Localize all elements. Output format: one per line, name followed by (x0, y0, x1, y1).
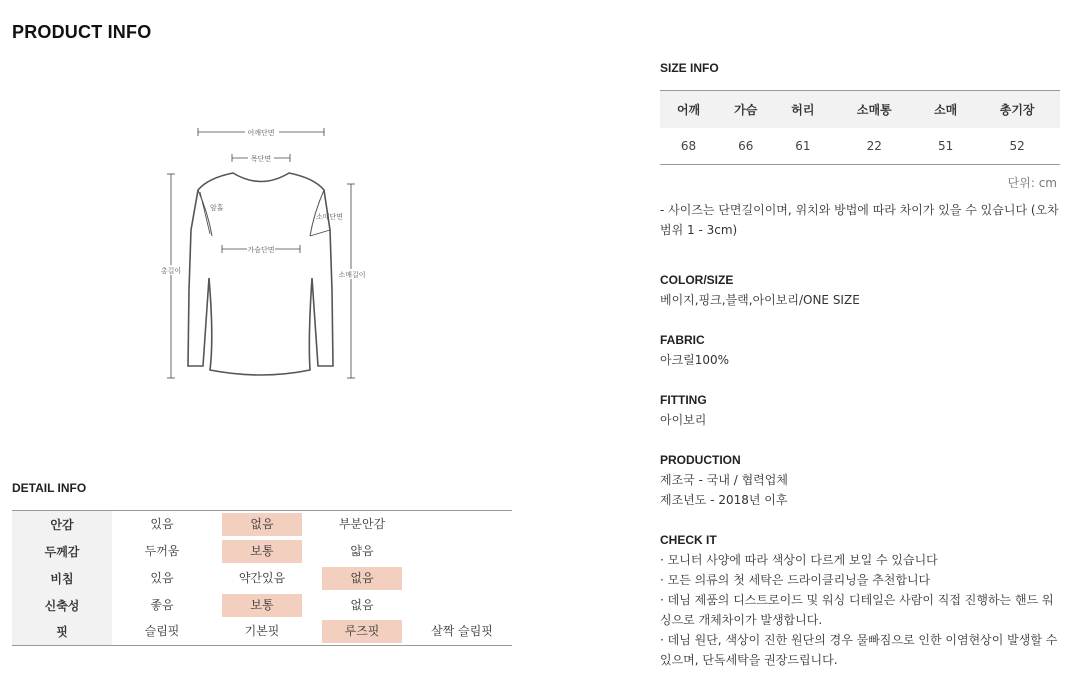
production-year: 제조년도 - 2018년 이후 (660, 493, 788, 507)
detail-option-cell (212, 619, 312, 646)
detail-row-label: 두께감 (12, 538, 112, 565)
size-value-cell: 66 (738, 138, 754, 153)
detail-option: 있음 (150, 516, 174, 531)
detail-option: 살짝 슬림핏 (431, 624, 493, 639)
size-value-cell: 61 (795, 138, 811, 153)
color-size-section (660, 270, 1060, 310)
detail-info-table (12, 510, 512, 646)
size-note: - 사이즈는 단면길이이며, 위치와 방법에 따라 차이가 있을 수 있습니다 (오차범위 1 - 3cm) (660, 203, 1059, 237)
detail-option: 약간있음 (238, 570, 286, 585)
detail-row-label: 안감 (12, 511, 112, 538)
detail-option (422, 511, 502, 534)
production-section (660, 450, 1060, 510)
detail-row-label: 핏 (12, 619, 112, 646)
detail-option (422, 565, 502, 588)
size-header-cell: 가슴 (717, 91, 774, 128)
detail-option: 기본핏 (244, 624, 280, 639)
neck-label: 목단면 (250, 155, 272, 163)
detail-option-cell (412, 511, 512, 538)
size-header-cell: 허리 (774, 91, 831, 128)
detail-option-cell (212, 538, 312, 565)
size-header-cell: 총기장 (974, 91, 1060, 128)
detail-option: 두꺼움 (144, 543, 180, 558)
fabric-text: 아크릴100% (660, 353, 730, 367)
color-size-title: COLOR/SIZE (660, 273, 734, 287)
fitting-section (660, 390, 1060, 430)
size-header-cell: 소매통 (831, 91, 917, 128)
sleeve-width-label: 소매단면 (316, 213, 344, 221)
detail-option-cell (212, 511, 312, 538)
detail-option-cell (212, 565, 312, 592)
detail-option-selected: 루즈핏 (322, 620, 402, 643)
fitting-title: FITTING (660, 393, 707, 407)
detail-option-cell (412, 538, 512, 565)
production-title: PRODUCTION (660, 453, 741, 467)
length-label: 총길이 (160, 267, 182, 275)
garment-diagram-svg (150, 118, 380, 393)
detail-option-selected: 보통 (222, 540, 302, 563)
production-origin: 제조국 - 국내 / 협력업체 (660, 473, 788, 487)
size-header-cell: 소매 (917, 91, 974, 128)
detail-option-cell (112, 538, 212, 565)
detail-row (12, 538, 512, 565)
detail-option-selected: 보통 (222, 594, 302, 617)
sleeve-length-label: 소매길이 (338, 271, 366, 279)
size-value-cell: 68 (680, 138, 697, 153)
check-it-line: · 모든 의류의 첫 세탁은 드라이클리닝을 추천합니다 (660, 573, 931, 587)
detail-row (12, 619, 512, 646)
detail-option (422, 538, 502, 561)
detail-row-label: 비침 (12, 565, 112, 592)
detail-option: 얇음 (350, 543, 374, 558)
detail-option-cell (312, 619, 412, 646)
check-it-section (660, 530, 1060, 670)
page-title: PRODUCT INFO (12, 22, 152, 42)
armhole-label: 암홀 (210, 204, 224, 212)
size-value-cell: 22 (866, 138, 882, 153)
size-value-cell: 51 (938, 138, 954, 153)
detail-option-selected: 없음 (222, 513, 302, 536)
size-unit: 단위: cm (1007, 176, 1057, 190)
size-header-cell: 어깨 (660, 91, 717, 128)
detail-option (422, 592, 502, 615)
detail-option-selected: 없음 (322, 567, 402, 590)
detail-option: 있음 (150, 570, 174, 585)
detail-option-cell (312, 565, 412, 592)
fitting-text: 아이보리 (660, 413, 707, 427)
detail-row (12, 511, 512, 538)
detail-option-cell (112, 511, 212, 538)
detail-option-cell (112, 619, 212, 646)
detail-row (12, 565, 512, 592)
color-size-text: 베이지,핑크,블랙,아이보리/ONE SIZE (660, 293, 860, 307)
check-it-line: · 데님 제품의 디스트로이드 및 워싱 디테일은 사람이 직접 진행하는 핸드 워싱으로 개체차이가 발생합니다. (660, 593, 1054, 627)
fabric-section (660, 330, 1060, 370)
size-info-title: SIZE INFO (660, 61, 719, 75)
detail-option-cell (412, 592, 512, 619)
detail-option-cell (312, 592, 412, 619)
detail-option-cell (312, 511, 412, 538)
detail-option-cell (312, 538, 412, 565)
detail-option: 슬림핏 (144, 624, 180, 639)
garment-size-diagram (150, 118, 380, 393)
check-it-line: · 모니터 사양에 따라 색상이 다르게 보일 수 있습니다 (660, 553, 938, 567)
size-value-cell: 52 (1009, 138, 1025, 153)
fabric-title: FABRIC (660, 333, 705, 347)
check-it-title: CHECK IT (660, 533, 717, 547)
detail-row (12, 592, 512, 619)
size-table (660, 90, 1060, 165)
detail-row-label: 신축성 (12, 592, 112, 619)
detail-option: 부분안감 (338, 516, 386, 531)
detail-option-cell (112, 592, 212, 619)
detail-option-cell (212, 592, 312, 619)
chest-label: 가슴단면 (247, 246, 275, 254)
detail-option: 좋음 (150, 597, 174, 612)
detail-option: 없음 (350, 597, 374, 612)
shoulder-label: 어깨단면 (247, 129, 275, 137)
detail-option-cell (412, 619, 512, 646)
detail-option-cell (412, 565, 512, 592)
detail-info-title: DETAIL INFO (12, 481, 87, 495)
check-it-line: · 데님 원단, 색상이 진한 원단의 경우 물빠짐으로 인한 이염현상이 발생할 수 있으며, 단독세탁을 권장드립니다. (660, 633, 1058, 667)
detail-option-cell (112, 565, 212, 592)
